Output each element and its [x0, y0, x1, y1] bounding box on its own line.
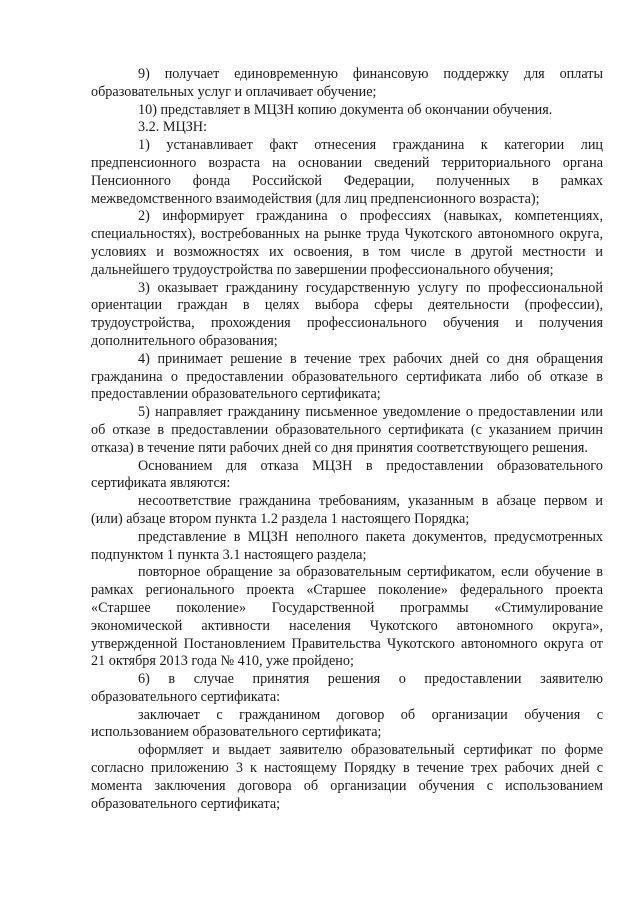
section-heading-3-2: 3.2. МЦЗН:: [138, 119, 207, 136]
paragraph-item-9: 9) получает единовременную финансовую поддержку для оплаты образовательных услуг и оплачивает обучение;: [91, 66, 603, 100]
paragraph-item-3: 3) оказывает гражданину государственную услугу по профессиональной ориентации граждан в целях выбора сферы деятельности (профессии), трудоустройства, прохождения профессионального обучения и получения дополнительного образования;: [91, 279, 603, 349]
paragraph-item-5: 5) направляет гражданину письменное уведомление о предоставлении или об отказе в предоставлении образовательного сертификата (с указанием причин отказа) в течение пяти рабочих дней со дня принятия соответствующего решения.: [91, 404, 603, 456]
paragraph-refusal-incomplete: представление в МЦЗН неполного пакета документов, предусмотренных подпунктом 1 пункта 3.1 настоящего раздела;: [91, 528, 603, 563]
paragraph-item-4: 4) принимает решение в течение трех рабочих дней со дня обращения гражданина о предоставлении образовательного сертификата либо об отказе в предоставлении образовательного сертификата;: [91, 350, 603, 403]
paragraph-refusal-grounds: Основанием для отказа МЦЗН в предоставлении образовательного сертификата являются:: [91, 457, 603, 492]
paragraph-item-1: 1) устанавливает факт отнесения гражданина к категории лиц предпенсионного возраста на основании сведений территориального органа Пенсионного фонда Российской Федерации, полученных в рамках межведомственного взаимодействия (для лиц предпенсионного возраста);: [91, 137, 603, 207]
paragraph-item-10: 10) представляет в МЦЗН копию документа об окончании обучения.: [138, 101, 553, 118]
paragraph-item-6: 6) в случае принятия решения о предоставлении заявителю образовательного сертификата:: [91, 671, 603, 705]
paragraph-certificate-issue: оформляет и выдает заявителю образовательный сертификат по форме согласно приложению 3 к настоящему Порядку в течение трех рабочих дней с момента заключения договора об организации обучения с использованием образовательного сертификата;: [91, 742, 603, 812]
paragraph-refusal-nonconformity: несоответствие гражданина требованиям, указанным в абзаце первом и (или) абзаце втором пункта 1.2 раздела 1 настоящего Порядка;: [91, 493, 603, 527]
document-page: [91, 66, 603, 813]
paragraph-contract: заключает с гражданином договор об организации обучения с использованием образовательного сертификата;: [91, 706, 603, 741]
paragraph-item-2: 2) информирует гражданина о профессиях (навыках, компетенциях, специальностях), востребованных на рынке труда Чукотского автономного округа, условиях и возможностях их освоения, в том числе в другой местности и дальнейшего трудоустройства по завершении профессионального обучения;: [91, 208, 603, 278]
paragraph-refusal-repeat: повторное обращение за образовательным сертификатом, если обучение в рамках регионального проекта «Старшее поколение» федерального проекта «Старшее поколение» Государственной программы «Стимулирование экономической активности населения Чукотского автономного округа», утвержденной Постановлением Правительства Чукотского автономного округа от 21 октября 2013 года № 410, уже пройдено;: [91, 564, 603, 670]
